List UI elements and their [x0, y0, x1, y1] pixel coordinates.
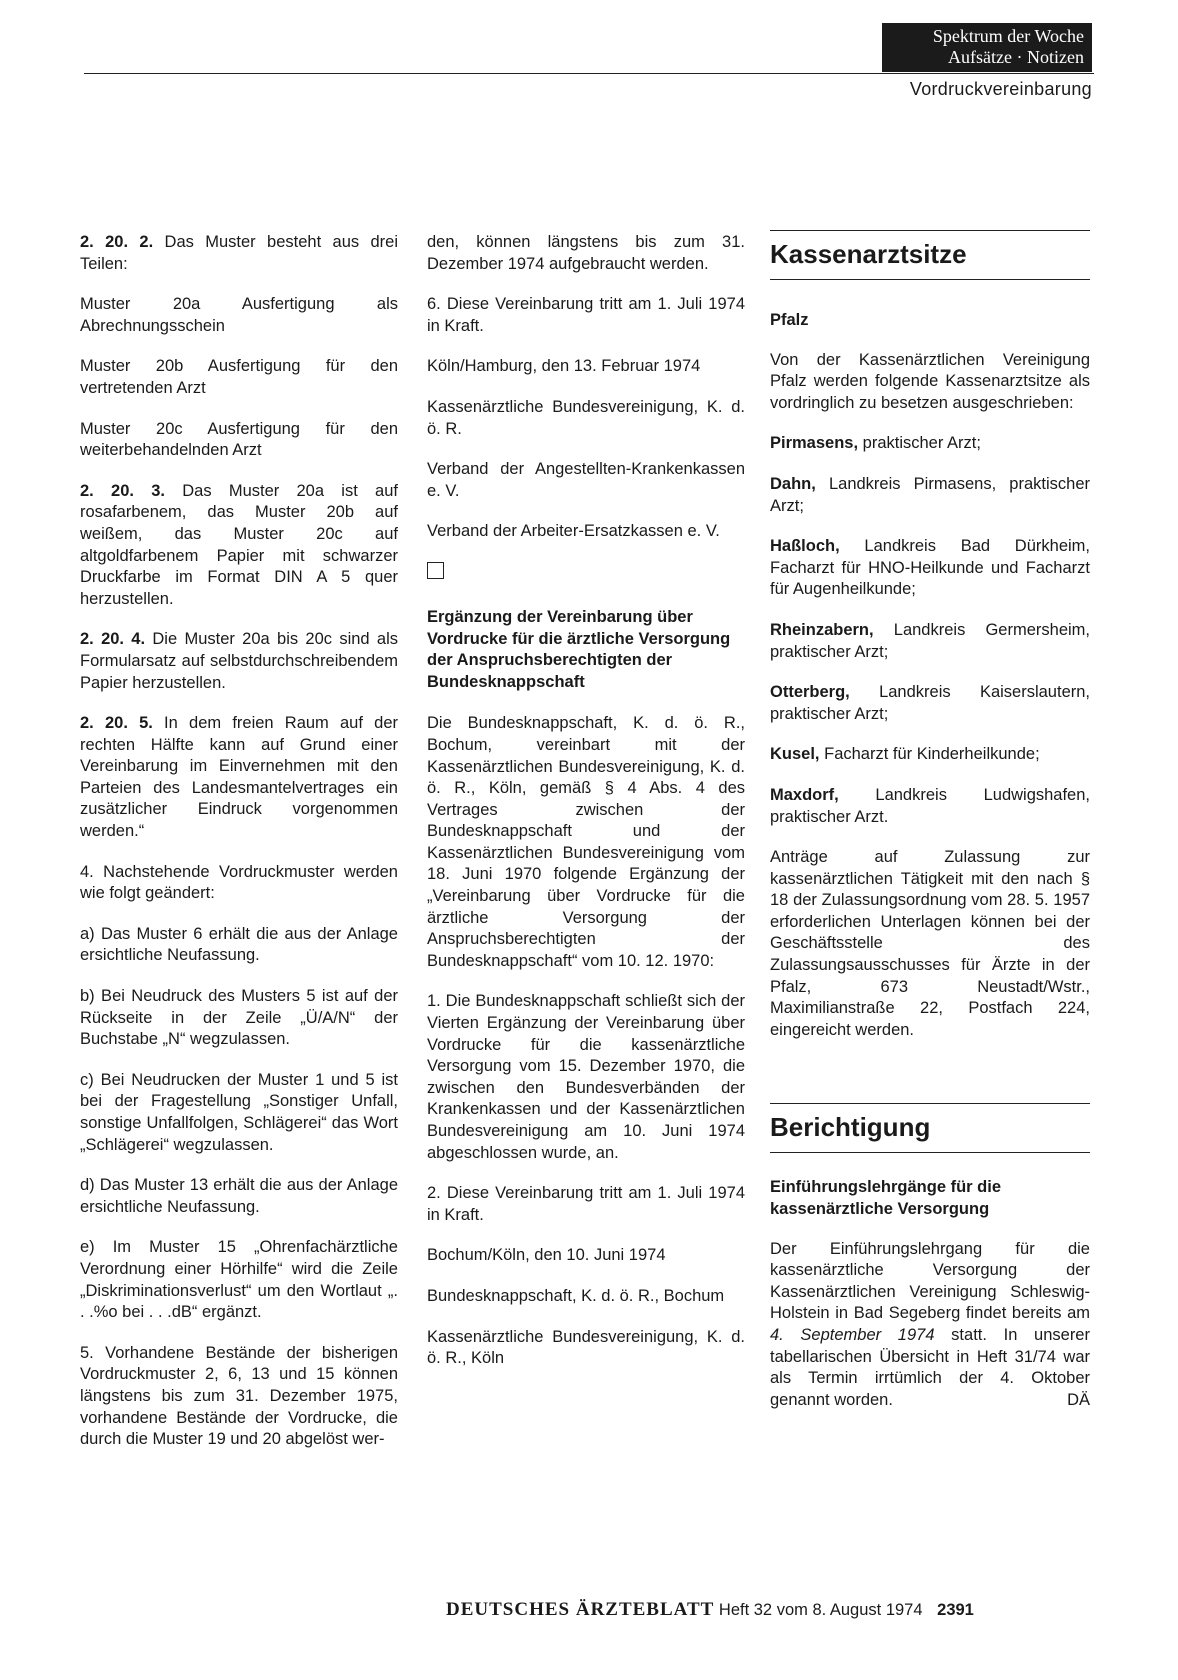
heading-box [770, 230, 1090, 280]
heading-kassenarztsitze: Kassenarztsitze [770, 239, 967, 269]
list-item [770, 620, 1090, 663]
paragraph: a) Das Muster 6 erhält die aus der Anlage ersichtliche Neufassung. [80, 924, 398, 965]
header-rule [84, 73, 1094, 74]
section-title: Vordruckvereinbarung [909, 79, 1092, 99]
section-end-box-icon [427, 562, 444, 579]
paragraph: Muster 20b Ausfertigung für den vertretenden Arzt [80, 357, 398, 397]
paragraph: Muster 20a Ausfertigung als Abrechnungsschein [80, 295, 398, 335]
place-name: Rheinzabern, [770, 620, 874, 639]
signatory: Bundesknappschaft, K. d. ö. R., Bochum [427, 1286, 725, 1305]
paragraph [80, 232, 398, 275]
paragraph-number: 2. 20. 5. [80, 714, 153, 733]
paragraph [770, 1239, 1090, 1412]
place-name: Otterberg, [770, 683, 850, 702]
page-footer [446, 1599, 974, 1621]
place-name: Kusel, [770, 745, 820, 764]
paragraph [80, 629, 398, 694]
place-text: Landkreis Kaiserslautern, praktischer Arzt; [770, 683, 1090, 723]
paragraph-text: In dem freien Raum auf der rechten Hälfte kann auf Grund einer Vereinbarung im Einvernehmen mit den Parteien des Landesmantelvertrages ein zusätzlicher Eindruck vorgenommen werden.“ [80, 714, 398, 841]
list-item [770, 682, 1090, 725]
paragraph-text: Das Muster besteht aus drei Teilen: [80, 233, 398, 273]
paragraph-number: 2. 20. 2. [80, 233, 154, 251]
paragraph-number: 2. 20. 4. [80, 630, 146, 649]
paragraph-text: Die Muster 20a bis 20c sind als Formularsatz auf selbstdurchschreibendem Papier herzustellen. [80, 630, 398, 692]
paragraph: den, können längstens bis zum 31. Dezember 1974 aufgebraucht werden. [427, 233, 745, 273]
column-2 [427, 232, 745, 1389]
subheading: Einführungslehrgänge für die kassenärztliche Versorgung [770, 1178, 1002, 1219]
place-text: Landkreis Germersheim, praktischer Arzt; [770, 620, 1090, 661]
paragraph: b) Bei Neudruck des Musters 5 ist auf der Rückseite in der Zeile „Ü/A/N“ der Buchstabe „N“ wegzulassen. [80, 987, 398, 1049]
publication-name: DEUTSCHES ÄRZTEBLATT [446, 1599, 715, 1620]
paragraph: e) Im Muster 15 „Ohrenfachärztliche Verordnung einer Hörhilfe“ wird die Zeile „Diskriminationsverlust“ um den Wortlaut „. . .%o bei . . .dB“ ergänzt. [80, 1238, 398, 1322]
correction-date: 4. September 1974 [770, 1326, 935, 1344]
list-item [770, 433, 1090, 455]
paragraph: Die Bundesknappschaft, K. d. ö. R., Bochum, vereinbart mit der Kassenärztlichen Bundesvereinigung, K. d. ö. R., Köln, gemäß § 4 Abs. 4 des Vertrages zwischen der Bundesknappschaft und der Kassenärztlichen Bundesvereinigung vom 18. Juni 1970 folgende Ergänzung der „Vereinbarung über Vordrucke für die ärztliche Versorgung der Anspruchsberechtigten der Bundesknappschaft“ vom 10. 12. 1970: [427, 714, 745, 970]
place-name: Dahn, [770, 474, 816, 493]
badge-line-1: Spektrum der Woche [932, 26, 1084, 46]
signatory: Kassenärztliche Bundesvereinigung, K. d. ö. R., Köln [427, 1327, 745, 1368]
place-text: Facharzt für Kinderheilkunde; [819, 745, 1040, 764]
paragraph [80, 713, 398, 843]
list-item [770, 474, 1090, 517]
paragraph: d) Das Muster 13 erhält die aus der Anlage ersichtliche Neufassung. [80, 1176, 398, 1216]
paragraph: Muster 20c Ausfertigung für den weiterbehandelnden Arzt [80, 419, 398, 460]
issue-info: Heft 32 vom 8. August 1974 [718, 1601, 923, 1619]
list-item [770, 744, 1090, 766]
column-3 [770, 230, 1090, 1430]
paragraph: Anträge auf Zulassung zur kassenärztlichen Tätigkeit mit den nach § 18 der Zulassungsordnung vom 28. 5. 1957 erforderlichen Unterlagen können bei der Geschäftsstelle des Zulassungsausschusses für Ärzte in der Pfalz, 673 Neustadt/Wstr., Maximilianstraße 22, Postfach 224, eingereicht werden. [770, 848, 1090, 1039]
page-number: 2391 [937, 1601, 974, 1619]
signatory: Verband der Arbeiter-Ersatzkassen e. V. [427, 522, 720, 541]
heading-box [770, 1103, 1090, 1153]
column-1 [80, 232, 398, 1470]
badge-line-2: Aufsätze · Notizen [948, 47, 1084, 67]
paragraph: 5. Vorhandene Bestände der bisherigen Vordruckmuster 2, 6, 13 und 15 können längstens bis zum 31. Dezember 1975, vorhandene Bestände der Vordrucke, die durch die Muster 19 und 20 abgelöst wer- [80, 1343, 398, 1449]
place-name: Haßloch, [770, 537, 840, 556]
place-text: Landkreis Pirmasens, praktischer Arzt; [770, 474, 1090, 515]
correction-text: statt. In unserer tabellarischen Übersicht in Heft 31/74 war als Termin irrtümlich der 4. Oktober genannt worden. [770, 1326, 1090, 1409]
region-heading: Pfalz [770, 311, 809, 329]
paragraph: 2. Diese Vereinbarung tritt am 1. Juli 1974 in Kraft. [427, 1184, 745, 1224]
signatory: Kassenärztliche Bundesvereinigung, K. d. ö. R. [427, 397, 745, 438]
section-badge [882, 23, 1092, 72]
paragraph: 6. Diese Vereinbarung tritt am 1. Juli 1974 in Kraft. [427, 295, 745, 335]
paragraph: 1. Die Bundesknappschaft schließt sich der Vierten Ergänzung der Vereinbarung über Vordrucke für die kassenärztliche Versorgung vom 15. Dezember 1970, die zwischen den Bundesverbänden der Krankenkassen und der Kassenärztlichen Bundesvereinigung am 10. Juni 1974 abgeschlossen wurde, an. [427, 992, 745, 1162]
paragraph [80, 481, 398, 611]
paragraph: Bochum/Köln, den 10. Juni 1974 [427, 1246, 666, 1265]
place-name: Pirmasens, [770, 434, 859, 453]
place-text: Landkreis Ludwigshafen, praktischer Arzt. [770, 785, 1090, 826]
list-item [770, 536, 1090, 601]
author-sign: DÄ [1067, 1390, 1090, 1409]
paragraph: 4. Nachstehende Vordruckmuster werden wie folgt geändert: [80, 862, 398, 903]
list-item [770, 785, 1090, 828]
place-name: Maxdorf, [770, 785, 839, 804]
place-text: praktischer Arzt; [858, 434, 981, 453]
heading-berichtigung: Berichtigung [770, 1112, 931, 1143]
paragraph: Von der Kassenärztlichen Vereinigung Pfalz werden folgende Kassenarztsitze als vordringlich zu besetzen ausgeschrieben: [770, 350, 1090, 412]
correction-text: Der Einführungslehrgang für die kassenärztliche Versorgung der Kassenärztlichen Vereinigung Schleswig-Holstein in Bad Segeberg findet bereits am [770, 1239, 1090, 1323]
place-text: Landkreis Bad Dürkheim, Facharzt für HNO-Heilkunde und Facharzt für Augenheilkunde; [770, 537, 1090, 599]
paragraph: c) Bei Neudrucken der Muster 1 und 5 ist bei der Fragestellung „Sonstiger Unfall, sonstige Unfallfolgen, Schlägerei“ das Wort „Schlägerei“ wegzulassen. [80, 1070, 398, 1154]
signatory: Verband der Angestellten-Krankenkassen e. V. [427, 460, 745, 500]
paragraph-text: Das Muster 20a ist auf rosafarbenem, das Muster 20b auf weißem, das Muster 20c auf altgoldfarbenem Papier mit schwarzer Druckfarbe im Format DIN A 5 quer herzustellen. [80, 481, 398, 608]
paragraph: Köln/Hamburg, den 13. Februar 1974 [427, 357, 701, 376]
paragraph-number: 2. 20. 3. [80, 481, 165, 500]
article-heading: Ergänzung der Vereinbarung über Vordrucke für die ärztliche Versorgung der Anspruchsberechtigten der Bundesknappschaft [427, 607, 731, 691]
